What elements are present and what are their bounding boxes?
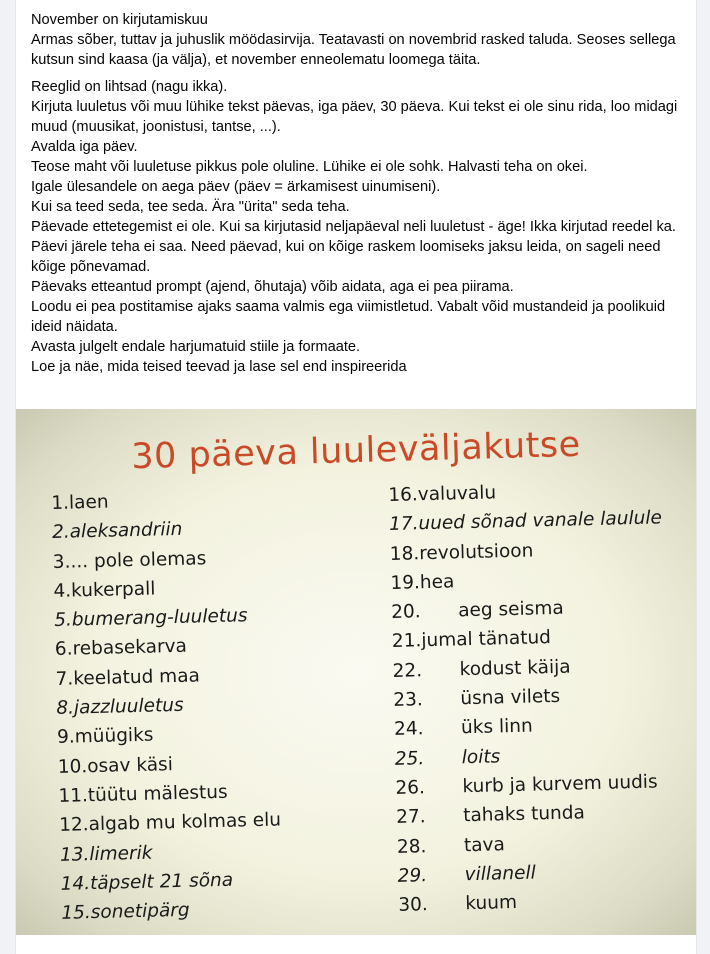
prompt-number: 9. [56,726,75,749]
post-line: Reeglid on lihtsad (nagu ikka). [31,79,228,95]
post-line: Avalda iga päev. [31,139,138,155]
prompt-number: 5. [53,609,73,632]
prompt-number: 6. [54,639,73,661]
prompt-number: 25. [394,747,425,770]
prompt-number: 2. [51,521,70,544]
prompt-number: 11. [58,785,89,807]
prompt-number: 23. [393,689,424,712]
prompt-number: 12. [58,814,89,837]
prompt-number: 27. [395,806,426,829]
post-line: Päevaks etteantud prompt (ajend, õhutaja) võib aidata, aga ei pea piirama. [31,279,514,295]
prompt-text: limerik [89,842,153,865]
prompt-text: kurb ja kurvem uudis [462,771,658,798]
prompt-number: 15. [61,902,92,925]
prompt-text: tava [463,833,506,856]
prompt-number: 29. [397,865,428,887]
post-image[interactable] [16,409,696,935]
prompt-text: hea [419,571,455,594]
post-line: Kirjuta luuletus või muu lühike tekst päevas, iga päev, 30 päeva. Kui tekst ei ole sinu rida, loo midagi muud (muusikat, joonistusi, tantse, ...). [31,99,678,135]
post-text [31,10,681,377]
prompt-item [54,601,277,636]
prompt-number: 20. [390,601,421,624]
prompt-text: loits [461,746,501,768]
prompt-item [398,884,671,920]
prompt-text: tahaks tunda [462,802,586,827]
prompt-number: 21. [391,630,422,653]
prompt-number: 4. [53,580,72,602]
prompt-text: valuvalu [417,482,497,506]
prompt-text: jumal tänatud [421,627,552,652]
prompt-number: 22. [392,660,423,682]
prompt-number: 8. [56,697,75,720]
prompt-number: 13. [59,843,90,866]
prompt-text: osav käsi [86,753,174,777]
prompt-number: 24. [393,718,424,741]
prompt-text: laen [68,491,109,514]
prompt-text: ... pole olemas [70,547,207,573]
post-line: Teose maht või luuletuse pikkus pole oluline. Lühike ei ole sohk. Halvasti teha on okei. [31,159,588,175]
post-line: Loe ja näe, mida teised teevad ja lase sel end inspireerida [31,359,407,375]
prompt-number: 28. [396,835,427,858]
prompt-text: tüütu mälestus [87,781,228,807]
prompt-text: kodust käija [459,656,571,681]
prompt-number: 16. [388,484,419,506]
prompt-text: kukerpall [70,578,156,602]
prompt-number: 18. [389,542,420,565]
post-line: Päevade ettetegemist ei ole. Kui sa kirjutasid neljapäeval neli luuletust - äge! Ikka kirjutad reedel ka. [31,219,676,235]
prompt-number: 19. [390,572,421,594]
post-line: Kui sa teed seda, tee seda. Ära "ürita" seda teha. [31,199,350,215]
prompt-item [61,894,284,929]
prompt-text: algab mu kolmas elu [88,809,282,836]
prompt-text: jazzluuletus [73,694,184,719]
prompt-text: bumerang-luuletus [71,605,248,631]
prompt-number: 1. [51,492,70,514]
prompt-item [59,806,282,841]
prompt-text: villanell [464,862,536,886]
prompt-text: aleksandriin [69,519,183,543]
prompt-text: aeg seisma [457,597,564,622]
prompt-number: 7. [55,668,74,690]
image-title: 30 päeva luuleväljakutse [130,424,582,478]
post-line: Päevi järele teha ei saa. Need päevad, kui on kõige raskem loomiseks jaksu leida, on sageli need kõige põnevamad. [31,239,661,275]
post-line: November on kirjutamiskuu [31,12,208,28]
prompt-list-left [51,484,284,929]
post-line: Igale ülesandele on aega päev (päev = ärkamisest uinumiseni). [31,179,441,195]
prompt-text: rebasekarva [72,636,188,661]
prompt-number: 10. [57,755,88,778]
prompt-text: kuum [465,892,518,915]
post-line: Loodu ei pea postitamise ajaks saama valmis ega viimistletud. Vabalt võid mustandeid ja poolikuid ideid näidata. [31,299,666,335]
prompt-text: keelatud maa [73,665,201,690]
prompt-number: 26. [395,777,426,799]
prompt-text: täpselt 21 sõna [89,869,234,895]
prompt-text: üks linn [460,715,533,739]
prompt-number: 14. [60,873,91,895]
prompt-text: uued sõnad vanale laulule [418,507,663,535]
prompt-number: 17. [388,513,419,536]
prompt-text: üsna vilets [460,685,561,710]
prompt-list-right [388,474,672,920]
prompt-number: 30. [398,894,429,917]
post-line: Armas sõber, tuttav ja juhuslik möödasirvija. Teatavasti on novembrid rasked taluda. Seoses sellega kutsun sind kaasa (ja välja), et november enneolematu loomega täita. [31,32,676,68]
prompt-text: revolutsioon [418,540,534,564]
post-line: Avasta julgelt endale harjumatuid stiile ja formaate. [31,339,361,355]
prompt-text: müügiks [74,724,154,748]
prompt-text: sonetipärg [90,899,190,924]
prompt-number: 3. [52,551,71,573]
